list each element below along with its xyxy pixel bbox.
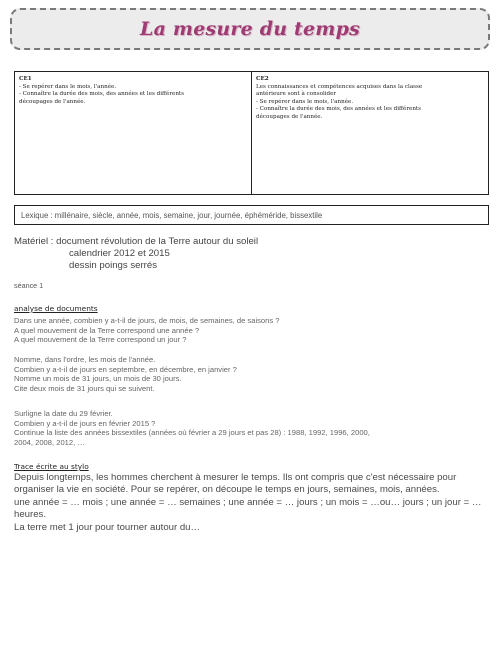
ce2-heading: CE2 xyxy=(256,76,269,82)
materiel-section xyxy=(14,236,258,272)
question-line: Surligne la date du 29 février. xyxy=(14,409,113,418)
ce1-heading: CE1 xyxy=(19,76,32,82)
trace-section xyxy=(14,462,494,534)
ce1-line: - Se repérer dans le mois, l'année. xyxy=(19,83,117,90)
ce1-line: découpages de l'année. xyxy=(19,98,86,105)
trace-final-line: La terre met 1 jour pour tourner autour du… xyxy=(14,521,201,533)
ce2-line: Les connaissances et compétences acquises dans la classe xyxy=(256,83,423,90)
ce1-cell xyxy=(15,72,251,194)
materiel-label: Matériel : xyxy=(14,236,57,247)
months-questions xyxy=(14,355,494,393)
materiel-item: calendrier 2012 et 2015 xyxy=(69,248,170,259)
ce1-line: - Connaître la durée des mois, des années et les différents xyxy=(19,91,185,98)
materiel-item: document révolution de la Terre autour du soleil xyxy=(56,236,259,247)
ce2-line: - Se repérer dans le mois, l'année. xyxy=(256,98,354,105)
question-line: Dans une année, combien y a-t-il de jours, de mois, de semaines, de saisons ? xyxy=(14,316,280,325)
ce2-line: - Connaître la durée des mois, des années et les différents xyxy=(256,106,422,113)
question-line: 2004, 2008, 2012, … xyxy=(14,437,85,447)
question-line: A quel mouvement de la Terre correspond une année ? xyxy=(14,325,200,335)
objectives-table xyxy=(14,71,489,195)
materiel-item: dessin poings serrés xyxy=(69,260,157,271)
question-line: A quel mouvement de la Terre correspond un jour ? xyxy=(14,335,187,345)
question-line: Nomme un mois de 31 jours, un mois de 30 jours. xyxy=(14,374,182,384)
question-line: Continue la liste des années bissextiles (années où février a 29 jours et pas 28) : 1988, 1992, 1996, 2000, xyxy=(14,428,370,438)
trace-heading: Trace écrite au stylo xyxy=(14,462,89,471)
analyse-section xyxy=(14,298,494,345)
trace-fill-line: une année = … mois ; une année = … semaines ; une année = … jours ; un mois = …ou… jours ; un jour = … heures. xyxy=(14,496,482,521)
trace-paragraph: Depuis longtemps, les hommes cherchent à mesurer le temps. Ils ont compris que c'est nécessaire pour organiser la vie en société. Pour se repérer, on découpe le temps en jours, semaines, mois, années. xyxy=(14,472,457,496)
question-line: Combien y a-t-il de jours en septembre, en décembre, en janvier ? xyxy=(14,364,237,374)
question-line: Nomme, dans l'ordre, les mois de l'année. xyxy=(14,355,156,364)
page-title: La mesure du temps xyxy=(140,18,360,40)
analyse-heading: analyse de documents xyxy=(14,304,98,313)
ce2-line: antérieure sont à consolider xyxy=(256,91,337,98)
lexique-text: Lexique : millénaire, siècle, année, mois, semaine, jour, journée, éphéméride, bissextile xyxy=(21,210,323,220)
leap-year-questions xyxy=(14,409,494,447)
ce2-cell xyxy=(251,72,488,194)
question-line: Cite deux mois de 31 jours qui se suivent. xyxy=(14,383,155,393)
question-line: Combien y a-t-il de jours en février 2015 ? xyxy=(14,418,156,428)
title-banner xyxy=(10,8,490,50)
lexique-box xyxy=(14,205,489,225)
seance-label: séance 1 xyxy=(14,281,44,290)
ce2-line: découpages de l'année. xyxy=(256,113,323,120)
